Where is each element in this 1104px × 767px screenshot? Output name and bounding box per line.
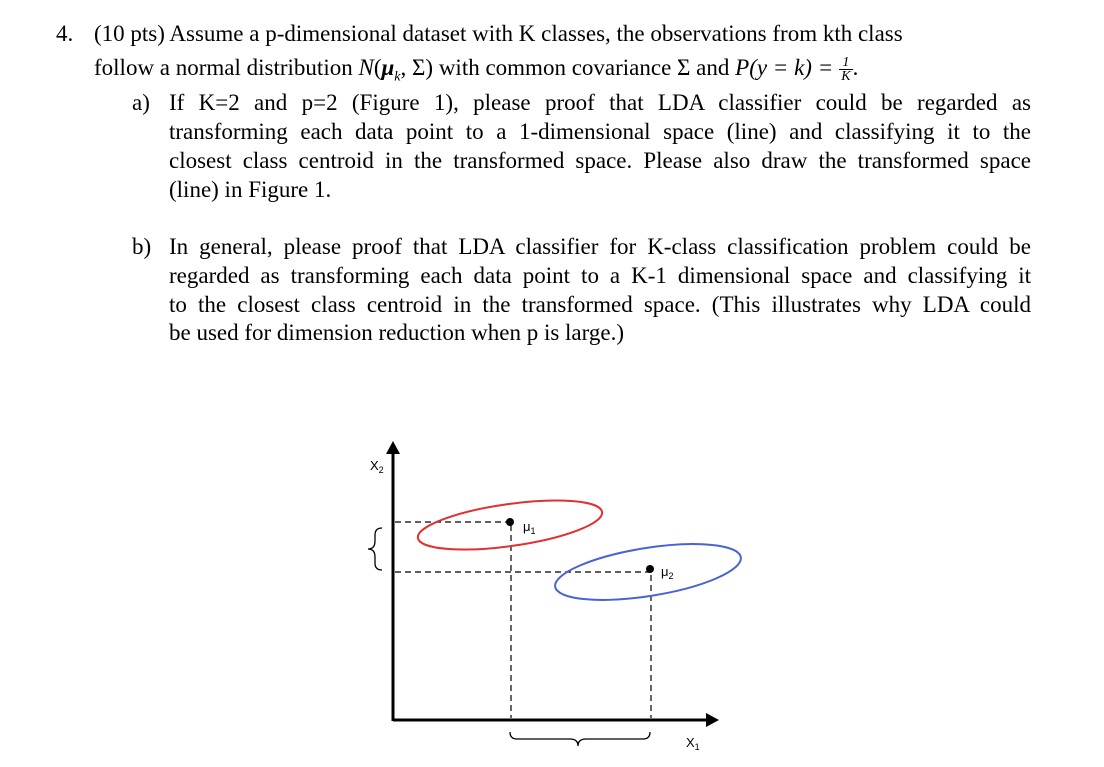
part-a-line-3: closest class centroid in the transformed space. Please also draw the transformed space xyxy=(169,148,1031,173)
part-b-label: b) xyxy=(132,234,152,259)
mu2-point xyxy=(646,565,654,573)
mu1-label: $\mu_1$ xyxy=(523,519,536,536)
part-a-label: a) xyxy=(132,90,150,115)
part-a-line-1: If K=2 and p=2 (Figure 1), please proof that LDA classifier could be regarded as xyxy=(169,90,1031,115)
mu1-point xyxy=(506,518,514,526)
part-b-line-4: be used for dimension reduction when p is large.) xyxy=(169,320,624,345)
math-k: k xyxy=(394,69,401,85)
part-b-line-1: In general, please proof that LDA classifier for K-class classification problem could be xyxy=(169,234,1031,259)
problem-line-2-mid: with common covariance Σ and xyxy=(433,55,736,80)
problem-line-2: follow a normal distribution $N(\mu_k$, Σ) with common covariance Σ and P(y = k) = $\frac{1}{K}$ . xyxy=(94,55,859,85)
part-b-line-2: regarded as transforming each data point to a K-1 dimensional space and classifying it xyxy=(169,263,1031,288)
problem-line-2-end: . xyxy=(852,55,859,80)
left-curly-brace xyxy=(368,528,382,570)
y-axis-label: $X_2$ xyxy=(370,458,384,475)
problem-line-1: (10 pts) Assume a p-dimensional dataset with K classes, the observations from kth class xyxy=(94,21,903,46)
x-axis-label: $X_1$ xyxy=(686,735,700,752)
math-mu: μ xyxy=(381,55,395,80)
fraction-denominator: K xyxy=(841,69,851,85)
problem-line-2-pre: follow a normal distribution xyxy=(94,55,359,80)
math-prob: P(y = k) = xyxy=(735,55,834,80)
math-N: N xyxy=(358,55,374,80)
problem-number: 4. xyxy=(56,21,74,46)
part-a-line-4: (line) in Figure 1. xyxy=(169,177,332,202)
part-a-line-2: transforming each data point to a 1-dimensional space (line) and classifying it to the xyxy=(169,119,1031,144)
mu2-label: $\mu_2$ xyxy=(661,564,674,581)
fraction-numerator: 1 xyxy=(839,56,852,70)
bottom-curly-brace xyxy=(510,732,650,746)
x-axis-arrow xyxy=(706,713,719,727)
math-sigma: Σ xyxy=(412,55,426,80)
part-b-line-3: to the closest class centroid in the transformed space. (This illustrates why LDA could xyxy=(169,292,1031,317)
y-axis-arrow xyxy=(386,441,400,454)
